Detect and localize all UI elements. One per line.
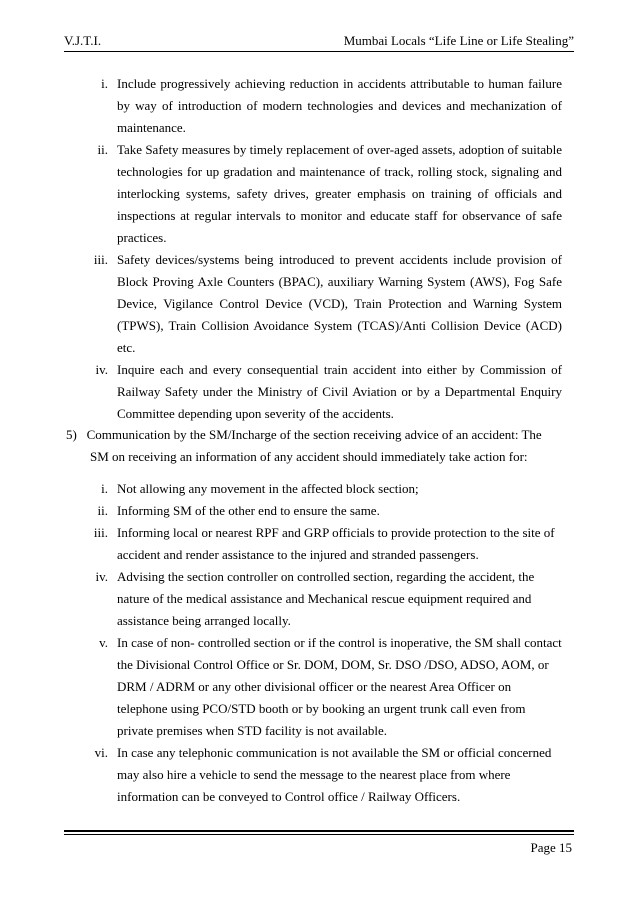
list1-line [0, 73, 638, 95]
list-item-number: ii. [97, 142, 108, 157]
list-item-text: interlocking systems, safety drives, greater emphasis on training of officials and [117, 186, 562, 201]
list1-line [0, 403, 638, 425]
list2-line [0, 764, 638, 786]
list-item-text: Include progressively achieving reduction in accidents attributable to human failure [117, 76, 562, 91]
header-title: Mumbai Locals “Life Line or Life Stealing” [343, 33, 574, 48]
list2-line [0, 654, 638, 676]
list-item-text: etc. [117, 340, 136, 355]
list-item-text: nature of the medical assistance and Mechanical rescue equipment required and [117, 591, 532, 606]
list1-line [0, 381, 638, 403]
list1-line [0, 117, 638, 139]
list-item-text: In case of non- controlled section or if the control is inoperative, the SM shall contact [117, 635, 562, 650]
list-item-text: assistance being arranged locally. [117, 613, 291, 628]
list-item-text: Advising the section controller on controlled section, regarding the accident, the [117, 569, 535, 584]
list-item-number: iii. [93, 525, 108, 540]
list2-line [0, 786, 638, 808]
list-item-text: the Divisional Control Office or Sr. DOM, DOM, Sr. DSO /DSO, ADSO, AOM, or [117, 657, 549, 672]
list-item-text: Informing local or nearest RPF and GRP officials to provide protection to the site of [117, 525, 555, 540]
list2-line [0, 478, 638, 500]
section-5-heading [0, 424, 638, 446]
list1-line [0, 249, 638, 271]
list-item-text: practices. [117, 230, 167, 245]
list-item-text: SM on receiving an information of any accident should immediately take action for: [90, 449, 528, 464]
list-item-text: DRM / ADRM or any other divisional officer or the nearest Area Officer on [117, 679, 512, 694]
header-institute: V.J.T.I. [64, 33, 102, 48]
list1-line [0, 337, 638, 359]
list-item-number: i. [101, 481, 108, 496]
list1-line [0, 359, 638, 381]
footer-rule-thin [64, 834, 574, 835]
list-item-text: may also hire a vehicle to send the message to the nearest place from where [117, 767, 511, 782]
list-item-number: ii. [97, 503, 108, 518]
list-item-text: Take Safety measures by timely replacement of over-aged assets, adoption of suitable [117, 142, 563, 157]
list-item-text: Not allowing any movement in the affected block section; [117, 481, 419, 496]
footer-rule [64, 830, 574, 832]
list-item-text: by way of introduction of modern technologies and devices and mechanization of [117, 98, 562, 113]
list-item-text: Committee depending upon severity of the accidents. [117, 406, 394, 421]
list-item-text: Block Proving Axle Counters (BPAC), auxiliary Warning System (AWS), Fog Safe [117, 274, 562, 289]
list1-line [0, 271, 638, 293]
list-item-text: (TPWS), Train Collision Avoidance System (TCAS)/Anti Collision Device (ACD) [117, 318, 562, 333]
list1-line [0, 95, 638, 117]
list-item-number: v. [99, 635, 108, 650]
list-item-number: iv. [95, 569, 108, 584]
list-item-number: i. [101, 76, 108, 91]
list-item-text: Railway Safety under the Ministry of Civil Aviation or by a Departmental Enquiry [117, 384, 562, 399]
list-item-text: 5) Communication by the SM/Incharge of the section receiving advice of an accident: The [66, 427, 542, 442]
list-item-text: telephone using PCO/STD booth or by booking an urgent trunk call even from [117, 701, 526, 716]
list2-line [0, 588, 638, 610]
list2-line [0, 742, 638, 764]
list2-line [0, 610, 638, 632]
list-item-text: inspections at regular intervals to monitor and educate staff for observance of safe [117, 208, 562, 223]
list1-line [0, 205, 638, 227]
list1-line [0, 183, 638, 205]
list2-line [0, 566, 638, 588]
page-header [64, 33, 574, 52]
list2-line [0, 544, 638, 566]
list2-line [0, 720, 638, 742]
list2-line [0, 698, 638, 720]
list-item-text: In case any telephonic communication is not available the SM or official concerned [117, 745, 552, 760]
list-item-text: accident and render assistance to the injured and stranded passengers. [117, 547, 479, 562]
list-item-text: private premises when STD facility is not available. [117, 723, 388, 738]
list-item-number: vi. [94, 745, 108, 760]
list1-line [0, 227, 638, 249]
list2-line [0, 500, 638, 522]
list1-line [0, 139, 638, 161]
list-item-text: Safety devices/systems being introduced to prevent accidents include provision of [117, 252, 562, 267]
list1-line [0, 315, 638, 337]
list-item-number: iii. [93, 252, 108, 267]
list-item-text: technologies for up gradation and maintenance of track, rolling stock, signaling and [117, 164, 562, 179]
page-number: Page 15 [530, 840, 572, 855]
list-item-text: maintenance. [117, 120, 186, 135]
list2-line [0, 522, 638, 544]
list2-line [0, 676, 638, 698]
section-5-intro [0, 446, 638, 468]
list-item-number: iv. [95, 362, 108, 377]
list1-line [0, 161, 638, 183]
list-item-text: Inquire each and every consequential train accident into either by Commission of [117, 362, 562, 377]
list-item-text: Informing SM of the other end to ensure the same. [117, 503, 380, 518]
list-item-text: information can be conveyed to Control office / Railway Officers. [117, 789, 461, 804]
list2-line [0, 632, 638, 654]
list-item-text: Device, Vigilance Control Device (VCD), Train Protection and Warning System [117, 296, 562, 311]
list1-line [0, 293, 638, 315]
